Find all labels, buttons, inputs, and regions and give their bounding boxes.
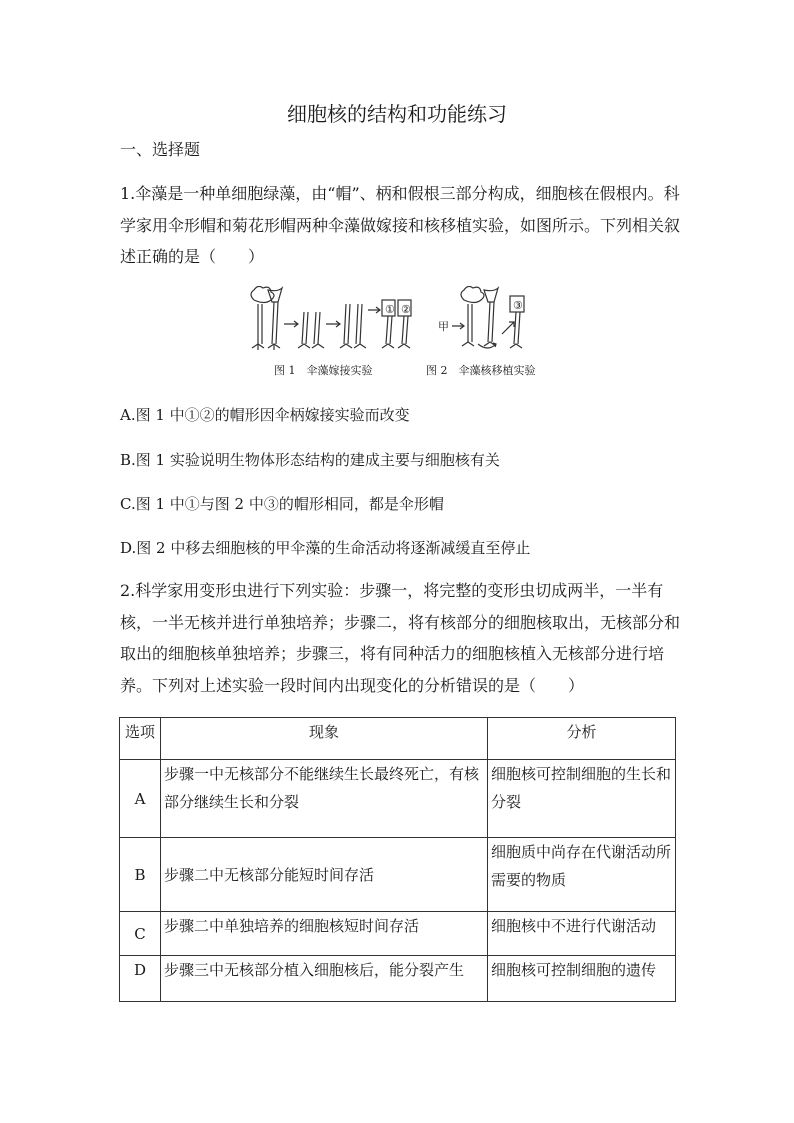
algae-stalk [514, 312, 520, 344]
experiment-table [119, 717, 676, 1002]
algae-stalk [258, 304, 262, 344]
row-option: C [120, 912, 161, 956]
row-phenomenon: 步骤二中无核部分能短时间存活 [161, 838, 488, 912]
row-phenomenon: 步骤二中单独培养的细胞核短时间存活 [161, 912, 488, 956]
rhizoid [252, 344, 280, 350]
header-analysis: 分析 [488, 718, 676, 760]
page-title: 细胞核的结构和功能练习 [287, 102, 507, 126]
question-2-stem: 2.科学家用变形虫进行下列实验：步骤一，将完整的变形虫切成两半，一半有核，一半无核并进行单独培养；步骤二，将有核部分的细胞核取出，无核部分和取出的细胞核单独培养；步骤三，将有同种活力的细胞核植入无核部分进行培养。下列对上述实验一段时间内出现变化的分析错误的是（ ） [120, 581, 681, 695]
table-row [120, 956, 676, 1002]
row-analysis: 细胞核中不进行代谢活动 [488, 912, 676, 956]
option-b: B.图 1 实验说明生物体形态结构的建成主要与细胞核有关 [120, 451, 500, 469]
rhizoid [298, 344, 324, 348]
algae-stalk [386, 316, 408, 344]
header-option: 选项 [120, 718, 161, 760]
jia-label: 甲 [438, 320, 449, 333]
row-option: D [120, 956, 161, 1002]
table-header-row [120, 718, 676, 760]
header-phenomenon: 现象 [161, 718, 488, 760]
algae-stalk [344, 304, 362, 344]
box-1-label: ① [385, 303, 395, 316]
box-3-label: ③ [513, 299, 523, 312]
row-analysis: 细胞核可控制细胞的遗传 [488, 956, 676, 1002]
row-analysis: 细胞核可控制细胞的生长和分裂 [488, 760, 676, 838]
option-a: A.图 1 中①②的帽形因伞柄嫁接实验而改变 [120, 406, 410, 424]
algae-stalk [468, 304, 472, 342]
figure-2-caption: 图 2 伞藻核移植实验 [426, 364, 536, 377]
section-heading: 一、选择题 [120, 140, 201, 159]
arrow-icon [502, 322, 514, 334]
box-2-label: ② [401, 303, 411, 316]
arrow-icon [452, 323, 464, 329]
row-analysis: 细胞质中尚存在代谢活动所需要的物质 [488, 838, 676, 912]
row-phenomenon: 步骤一中无核部分不能继续生长最终死亡，有核部分继续生长和分裂 [161, 760, 488, 838]
row-option: A [120, 760, 161, 838]
figure-1-caption: 图 1 伞藻嫁接实验 [274, 364, 373, 377]
chrysanthemum-cap-icon [251, 286, 274, 302]
umbrella-cap-icon [484, 288, 498, 302]
question-1-stem: 1.伞藻是一种单细胞绿藻，由“帽”、柄和假根三部分构成，细胞核在假根内。科学家用伞形帽和菊花形帽两种伞藻做嫁接和核移植实验，如图所示。下列相关叙述正确的是（ ） [120, 184, 681, 266]
algae-stalk [488, 302, 494, 342]
rhizoid [382, 344, 410, 348]
table-row [120, 838, 676, 912]
row-phenomenon: 步骤三中无核部分植入细胞核后，能分裂产生 [161, 956, 488, 1002]
umbrella-cap-icon [268, 288, 282, 302]
row-option: B [120, 838, 161, 912]
chrysanthemum-cap-icon [461, 286, 484, 302]
option-c: C.图 1 中①与图 2 中③的帽形相同，都是伞形帽 [120, 495, 444, 513]
algae-stalk [272, 302, 278, 344]
algae-stalk [302, 312, 320, 344]
rhizoid [340, 344, 366, 348]
table-row [120, 912, 676, 956]
algae-experiment-figure [240, 286, 560, 386]
table-row [120, 760, 676, 838]
arrow-icon [368, 307, 380, 313]
arrow-icon [326, 321, 340, 327]
arrow-icon [284, 321, 298, 327]
option-d: D.图 2 中移去细胞核的甲伞藻的生命活动将逐渐减缓直至停止 [120, 539, 531, 557]
